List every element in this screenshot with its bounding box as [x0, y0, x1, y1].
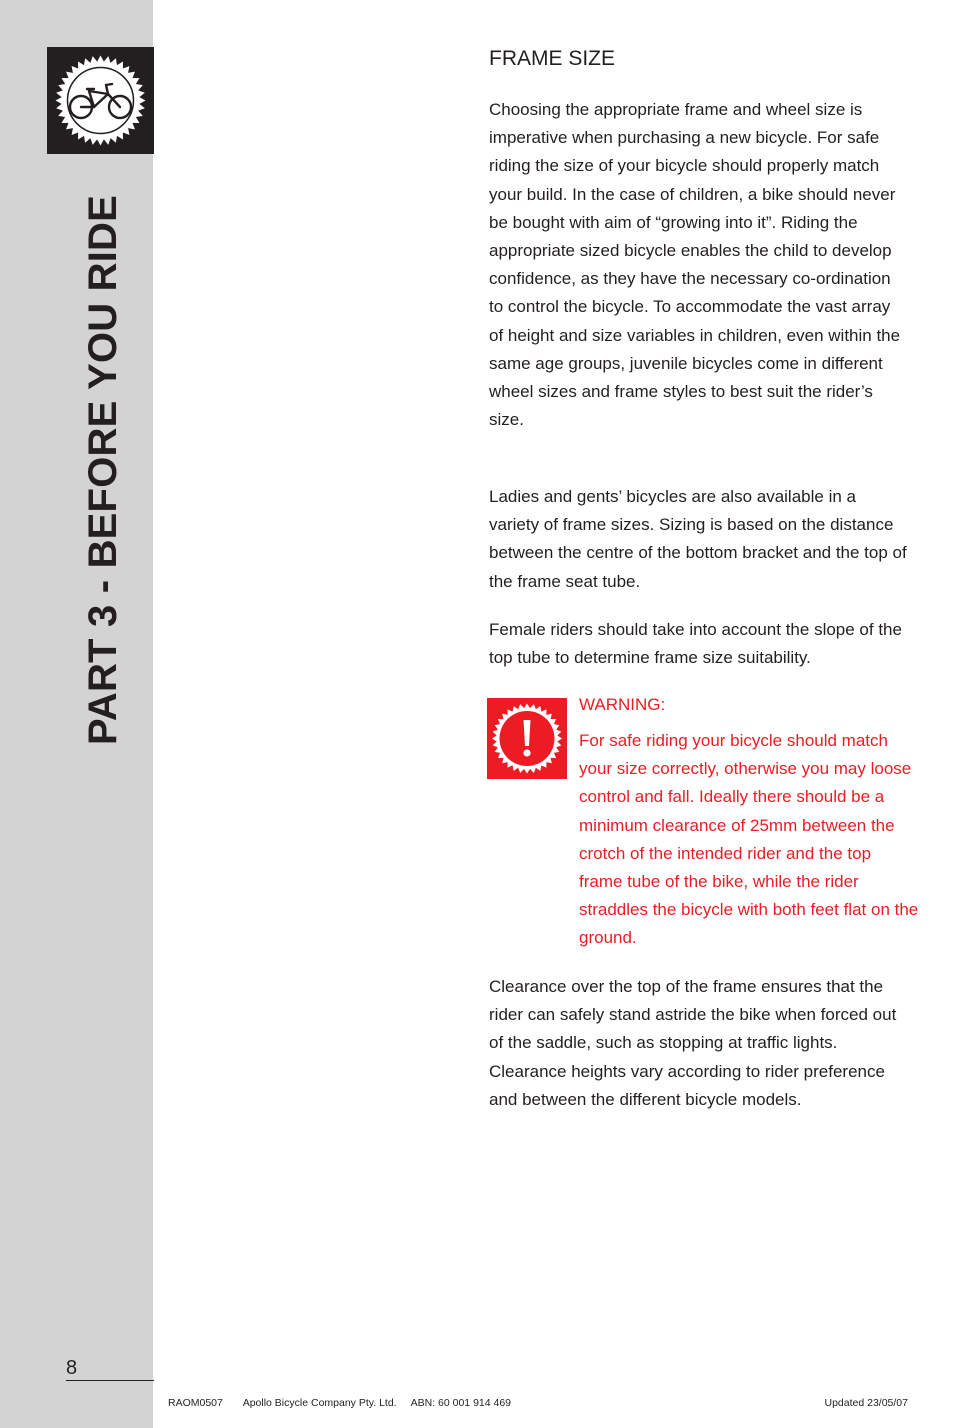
paragraph-ladies-gents: Ladies and gents’ bicycles are also available in a variety of frame sizes. Sizing is based on the distance between the centre of the bottom bracket and the top of the frame seat tube.: [489, 487, 907, 591]
footer-left: [168, 1396, 511, 1410]
warning-badge: [487, 698, 567, 779]
warning-text: For safe riding your bicycle should match your size correctly, otherwise you may loose control and fall. Ideally there should be a minimum clearance of 25mm between the crotch of the intended rider and the top frame tube of the bike, while the rider straddles the bicycle with both feet flat on the ground.: [579, 731, 919, 948]
section-badge: [47, 47, 154, 154]
page-number: 8: [66, 1357, 78, 1379]
warning-title: WARNING:: [579, 695, 666, 714]
footer-company: Apollo Bicycle Company Pty. Ltd.: [242, 1397, 397, 1409]
paragraph-clearance: Clearance over the top of the frame ensures that the rider can safely stand astride the bike when forced out of the saddle, such as stopping at traffic lights. Clearance heights vary according to rider preference and between the different bicycle models.: [489, 977, 897, 1109]
footer-doc-code: RAOM0507: [168, 1397, 223, 1409]
page-number-rule: [66, 1380, 154, 1381]
footer-updated: Updated 23/05/07: [824, 1397, 908, 1409]
exclamation-icon: [487, 698, 567, 779]
sidebar-band: [0, 0, 153, 1428]
paragraph-female-riders: Female riders should take into account the slope of the top tube to determine frame size suitability.: [489, 620, 902, 668]
footer-abn: ABN: 60 001 914 469: [410, 1397, 512, 1409]
page-heading: FRAME SIZE: [489, 47, 616, 70]
paragraph-choosing: Choosing the appropriate frame and wheel size is imperative when purchasing a new bicycle. For safe riding the size of your bicycle should properly match your build. In the case of children, a bike should never be bought with aim of “growing into it”. Riding the appropriate sized bicycle enables the child to develop confidence, as they have the necessary co-ordination to control the bicycle. To accommodate the vast array of height and size variables in children, even within the same age groups, juvenile bicycles come in different wheel sizes and frame styles to best suit the rider’s size.: [489, 100, 901, 430]
section-title: PART 3 - BEFORE YOU RIDE: [81, 194, 125, 746]
bicycle-icon: [47, 47, 154, 154]
